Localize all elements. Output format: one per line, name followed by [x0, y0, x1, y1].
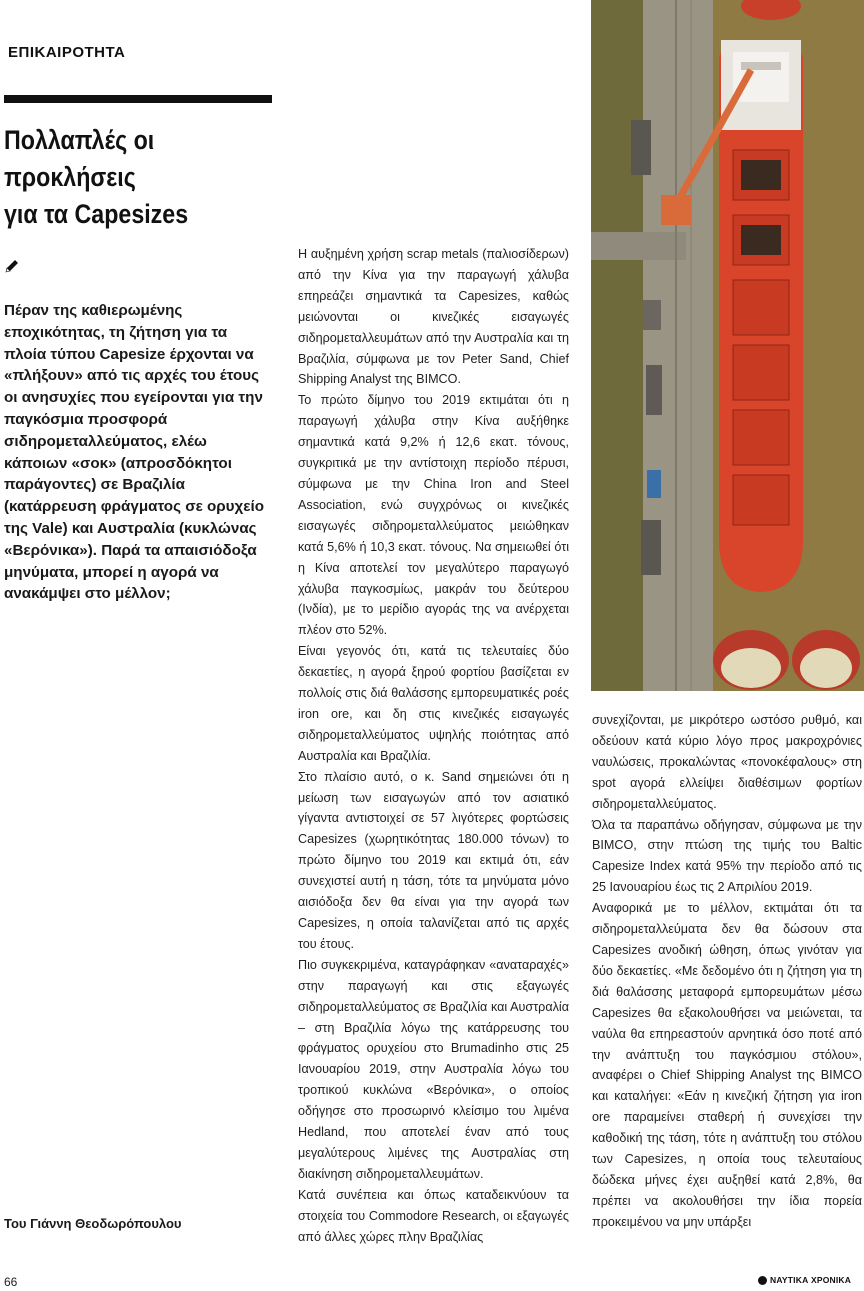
body-paragraph: Κατά συνέπεια και όπως καταδεικνύουν τα στοιχεία του Commodore Research, οι εξαγωγές από άλλες χώρες πλην Βραζιλίας — [298, 1187, 569, 1244]
article-headline — [4, 122, 253, 233]
magazine-brand — [758, 1275, 851, 1285]
page-number: 66 — [4, 1275, 18, 1289]
section-label: ΕΠΙΚΑΙΡΟΤΗΤΑ — [8, 44, 126, 61]
body-paragraph: Το πρώτο δίμηνο του 2019 εκτιμάται ότι η παραγωγή χάλυβα στην Κίνα αυξήθηκε σημαντικά κατά 9,2% ή 12,6 εκατ. τόνους, συγκριτικά με την αντίστοιχη περίοδο πέρυσι, σύμφωνα με την China Iron and Steel Association, ενώ συγχρόνως οι κινεζικές εισαγωγές σιδηρομεταλλεύματος μειώθηκαν κατά 5,6% ή 10,3 εκατ. τόνους. Να σημειωθεί ότι η Κίνα αποτελεί τον μεγαλύτερο παραγωγό χάλυβα παγκοσμίως, μακράν του δεύτερου (Ινδία), με το μερίδιο αγοράς της να ανέρχεται πλέον στο 52%. — [298, 393, 569, 638]
author-byline: Του Γιάννη Θεοδωρόπουλου — [4, 1216, 182, 1231]
ship-aerial-photo — [591, 0, 864, 691]
body-paragraph: Στο πλαίσιο αυτό, ο κ. Sand σημειώνει ότι η μείωση των εισαγωγών από τον ασιατικό γίγαντα αντιστοιχεί σε 57 λιγότερες φορτώσεις Capesizes (χωρητικότητας 180.000 τόνων) το πρώτο δίμηνο του 2019 και εκτιμά ότι, εάν συνεχιστεί αυτή η τάση, τότε τα μηνύματα μόνο αισιόδοξα δεν θα είναι για την αγορά των Capesizes, η οποία ταλανίζεται από τις αρχές του έτους. — [298, 769, 569, 951]
lead-paragraph: Πέραν της καθιερωμένης εποχικότητας, τη ζήτηση για τα πλοία τύπου Capesize έρχονται να «πλήξουν» από τις αρχές του έτους οι ανησυχίες που εγείρονται για την παγκόσμια προσφορά σιδηρομεταλλεύματος, ελέω κάποιων «σοκ» (απροσδόκητοι παράγοντες) σε Βραζιλία (κατάρρευση φράγματος σε ορυχείο της Vale) και Αυστραλία (κυκλώνας «Βερόνικα»). Παρά τα απαισιόδοξα μηνύματα, μπορεί η αγορά να ανακάμψει στο μέλλον; — [4, 302, 264, 603]
body-paragraph: Πιο συγκεκριμένα, καταγράφηκαν «αναταραχές» στην παραγωγή και στις εξαγωγές σιδηρομεταλλεύματος σε Βραζιλία και Αυστραλία – στη Βραζιλία λόγω της κατάρρευσης του φράγματος ορυχείου στο Brumadinho στις 25 Ιανουαρίου 2019, στην Αυστραλία λόγω του τροπικού κυκλώνα «Βερόνικα», ο οποίος οδήγησε στο προσωρινό κλείσιμο του λιμένα Hedland, που αποτελεί έναν από τους μεγαλύτερους λιμένες της Αυστραλίας στη διακίνηση σιδηρομεταλλευμάτων. — [298, 957, 569, 1181]
body-paragraph: συνεχίζονται, με μικρότερο ωστόσο ρυθμό, και οδεύουν κατά κύριο λόγο προς μακροχρόνιες ναυλώσεις, προκαλώντας «πονοκέφαλους» στη spot αγορά ελλείψει διαθέσιμων φορτίων σιδηρομεταλλεύματος. — [592, 713, 862, 811]
brand-logo-icon — [758, 1276, 767, 1285]
pencil-icon — [4, 258, 20, 274]
body-paragraph: Όλα τα παραπάνω οδήγησαν, σύμφωνα με την BIMCO, στην πτώση της τιμής του Baltic Capesize Index κατά 95% την περίοδο από τις 25 Ιανουαρίου έως τις 2 Απριλίου 2019. — [592, 817, 862, 895]
headline-line-1: Πολλαπλές οι προκλήσεις — [4, 125, 155, 192]
body-paragraph: Είναι γεγονός ότι, κατά τις τελευταίες δύο δεκαετίες, η αγορά ξηρού φορτίου βασίζεται εν πολλοίς στις διά θαλάσσης εμπορευματικές ροές iron ore, και δη στις κινεζικές εισαγωγές σιδηρομεταλλεύματος υψηλής ποιότητας από Αυστραλία και Βραζιλία. — [298, 644, 569, 763]
body-column-right — [592, 710, 862, 1233]
magazine-name: ΝΑΥΤΙΚΑ ΧΡΟΝΙΚΑ — [770, 1275, 852, 1285]
title-rule — [4, 95, 272, 103]
headline-line-2: για τα Capesizes — [4, 199, 189, 229]
body-column-middle — [298, 244, 569, 1248]
body-paragraph: Η αυξημένη χρήση scrap metals (παλιοσίδερων) από την Κίνα για την παραγωγή χάλυβα επηρεάζει σημαντικά τα Capesizes, καθώς μειώνονται οι κινεζικές εισαγωγές σιδηρομεταλλευμάτων από την Αυστραλία και τη Βραζιλία, σύμφωνα με τον Peter Sand, Chief Shipping Analyst της BIMCO. — [298, 247, 569, 387]
body-paragraph: Αναφορικά με το μέλλον, εκτιμάται ότι τα σιδηρομεταλλεύματα δεν θα δώσουν στα Capesizes ανοδική ώθηση, όπως γινόταν για δύο δεκαετίες. «Με δεδομένο ότι η ζήτηση για τη διά θαλάσσης μεταφορά εμπορευμάτων μέσω Capesizes θα εξακολουθήσει να μειώνεται, τα ναύλα θα επηρεαστούν αρνητικά όσο ποτέ από την ανάπτυξη του παγκόσμιου στόλου», αναφέρει ο Chief Shipping Analyst της BIMCO και καταλήγει: «Εάν η κινεζική ζήτηση για iron ore παραμείνει σταθερή ή συνεχίσει την καθοδική της τάση, τότε η ανάπτυξη του στόλου των Capesizes, η οποία τους τελευταίους δώδεκα μήνες έχει αυξηθεί κατά 2,8%, θα πρέπει να ακολουθήσει την ίδια πορεία προκειμένου να μην υπάρξει — [592, 901, 862, 1229]
